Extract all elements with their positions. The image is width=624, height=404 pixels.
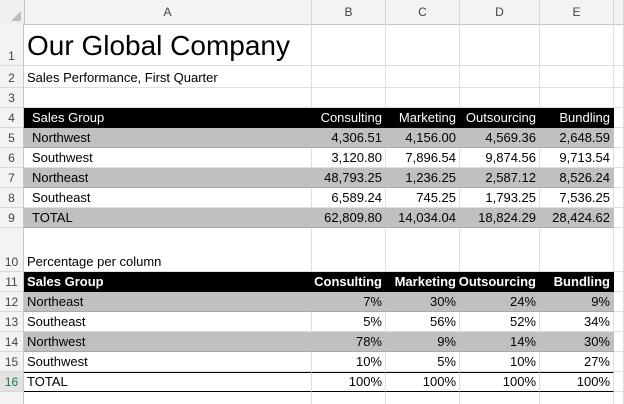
cell-a3[interactable] (24, 88, 312, 108)
cell-a12[interactable]: Northeast (24, 292, 312, 312)
total-label-top[interactable]: TOTAL (24, 208, 312, 228)
cell-d15[interactable]: 10% (460, 352, 540, 372)
column-header-d[interactable]: D (460, 0, 540, 24)
cell-b2[interactable] (312, 66, 386, 88)
row-15 (0, 352, 624, 372)
cell-c7[interactable]: 1,236.25 (386, 168, 460, 188)
cell-e12[interactable]: 9% (540, 292, 614, 312)
cell-f15[interactable] (614, 352, 624, 372)
row-header-9[interactable]: 9 (0, 208, 24, 228)
cell-e7[interactable]: 8,526.24 (540, 168, 614, 188)
cell-c15[interactable]: 5% (386, 352, 460, 372)
cell-d13[interactable]: 52% (460, 312, 540, 332)
cell-f5[interactable] (614, 128, 624, 148)
percentage-caption-cell[interactable]: Percentage per column (24, 228, 312, 272)
total-outsourcing-top[interactable]: 18,824.29 (460, 208, 540, 228)
cell-f11[interactable] (614, 272, 624, 292)
cell-d1[interactable] (460, 24, 540, 66)
cell-d2[interactable] (460, 66, 540, 88)
header-sales-group[interactable]: Sales Group (24, 108, 312, 128)
row-header-5[interactable]: 5 (0, 128, 24, 148)
row-header-11[interactable]: 11 (0, 272, 24, 292)
cell-e6[interactable]: 9,713.54 (540, 148, 614, 168)
row-13 (0, 312, 624, 332)
company-title-cell[interactable]: Our Global Company (24, 24, 312, 66)
cell-c14[interactable]: 9% (386, 332, 460, 352)
header-bundling[interactable]: Bundling (540, 108, 614, 128)
cell-e8[interactable]: 7,536.25 (540, 188, 614, 208)
cell-e15[interactable]: 27% (540, 352, 614, 372)
row-9 (0, 208, 624, 228)
row-5 (0, 128, 624, 148)
cell-d12[interactable]: 24% (460, 292, 540, 312)
cell-c10[interactable] (386, 228, 460, 272)
cell-f10[interactable] (614, 228, 624, 272)
header-outsourcing[interactable]: Outsourcing (460, 108, 540, 128)
cell-b3[interactable] (312, 88, 386, 108)
column-header-e[interactable]: E (540, 0, 614, 24)
cell-f3[interactable] (614, 88, 624, 108)
cell-c13[interactable]: 56% (386, 312, 460, 332)
cell-b1[interactable] (312, 24, 386, 66)
row-header-3[interactable]: 3 (0, 88, 24, 108)
cell-b6[interactable]: 3,120.80 (312, 148, 386, 168)
cell-a17[interactable] (24, 392, 312, 404)
cell-a15[interactable]: Southwest (24, 352, 312, 372)
row-16 (0, 372, 624, 392)
cell-f2[interactable] (614, 66, 624, 88)
cell-f1[interactable] (614, 24, 624, 66)
total-bundling-pct[interactable]: 100% (540, 372, 614, 392)
column-header-bar (0, 0, 624, 25)
pct-header-outsourcing[interactable]: Outsourcing (460, 272, 540, 292)
row-header-13[interactable]: 13 (0, 312, 24, 332)
total-marketing-top[interactable]: 14,034.04 (386, 208, 460, 228)
cell-b15[interactable]: 10% (312, 352, 386, 372)
row-2 (0, 66, 624, 88)
cell-e17[interactable] (540, 392, 614, 404)
cell-d6[interactable]: 9,874.56 (460, 148, 540, 168)
cell-a6[interactable]: Southwest (24, 148, 312, 168)
row-header-7[interactable]: 7 (0, 168, 24, 188)
row-header-15[interactable]: 15 (0, 352, 24, 372)
cell-e14[interactable]: 30% (540, 332, 614, 352)
pct-header-bundling[interactable]: Bundling (540, 272, 614, 292)
row-6 (0, 148, 624, 168)
row-header-8[interactable]: 8 (0, 188, 24, 208)
cell-c1[interactable] (386, 24, 460, 66)
cell-f12[interactable] (614, 292, 624, 312)
row-header-12[interactable]: 12 (0, 292, 24, 312)
total-label-pct[interactable]: TOTAL (24, 372, 312, 392)
row-header-10[interactable]: 10 (0, 228, 24, 272)
total-consulting-pct[interactable]: 100% (312, 372, 386, 392)
cell-e1[interactable] (540, 24, 614, 66)
cell-c3[interactable] (386, 88, 460, 108)
cell-b13[interactable]: 5% (312, 312, 386, 332)
total-consulting-top[interactable]: 62,809.80 (312, 208, 386, 228)
row-12 (0, 292, 624, 312)
cell-d17[interactable] (460, 392, 540, 404)
cell-f14[interactable] (614, 332, 624, 352)
total-outsourcing-pct[interactable]: 100% (460, 372, 540, 392)
cell-f8[interactable] (614, 188, 624, 208)
row-header-1[interactable]: 1 (0, 24, 24, 66)
row-header-6[interactable]: 6 (0, 148, 24, 168)
pct-header-marketing[interactable]: Marketing (386, 272, 460, 292)
cell-f7[interactable] (614, 168, 624, 188)
row-4 (0, 108, 624, 128)
row-header-2[interactable]: 2 (0, 66, 24, 88)
select-all-corner[interactable] (0, 0, 25, 24)
row-7 (0, 168, 624, 188)
cell-a13[interactable]: Southeast (24, 312, 312, 332)
row-14 (0, 332, 624, 352)
column-header-c[interactable]: C (386, 0, 460, 24)
cell-c2[interactable] (386, 66, 460, 88)
cell-e10[interactable] (540, 228, 614, 272)
cell-a5[interactable]: Northwest (24, 128, 312, 148)
cell-f6[interactable] (614, 148, 624, 168)
cell-b17[interactable] (312, 392, 386, 404)
cell-f4[interactable] (614, 108, 624, 128)
select-all-icon (11, 11, 21, 21)
total-marketing-pct[interactable]: 100% (386, 372, 460, 392)
cell-f9[interactable] (614, 208, 624, 228)
cell-c12[interactable]: 30% (386, 292, 460, 312)
cell-c17[interactable] (386, 392, 460, 404)
header-marketing[interactable]: Marketing (386, 108, 460, 128)
cell-d10[interactable] (460, 228, 540, 272)
row-header-4[interactable]: 4 (0, 108, 24, 128)
cell-d5[interactable]: 4,569.36 (460, 128, 540, 148)
cell-c5[interactable]: 4,156.00 (386, 128, 460, 148)
cell-b12[interactable]: 7% (312, 292, 386, 312)
cell-d8[interactable]: 1,793.25 (460, 188, 540, 208)
header-consulting[interactable]: Consulting (312, 108, 386, 128)
cell-b5[interactable]: 4,306.51 (312, 128, 386, 148)
row-header-16[interactable]: 16 (0, 372, 24, 392)
cell-b10[interactable] (312, 228, 386, 272)
cell-grid (0, 24, 624, 404)
cell-f17[interactable] (614, 392, 624, 404)
cell-c8[interactable]: 745.25 (386, 188, 460, 208)
cell-a7[interactable]: Northeast (24, 168, 312, 188)
cell-a14[interactable]: Northwest (24, 332, 312, 352)
cell-f13[interactable] (614, 312, 624, 332)
cell-a8[interactable]: Southeast (24, 188, 312, 208)
pct-header-consulting[interactable]: Consulting (312, 272, 386, 292)
row-8 (0, 188, 624, 208)
cell-e3[interactable] (540, 88, 614, 108)
subtitle-cell[interactable]: Sales Performance, First Quarter (24, 66, 312, 88)
cell-b14[interactable]: 78% (312, 332, 386, 352)
row-11 (0, 272, 624, 292)
cell-d3[interactable] (460, 88, 540, 108)
column-header-f[interactable] (614, 0, 624, 24)
cell-e2[interactable] (540, 66, 614, 88)
column-header-a[interactable]: A (24, 0, 312, 24)
row-3 (0, 88, 624, 108)
row-10 (0, 228, 624, 272)
cell-d7[interactable]: 2,587.12 (460, 168, 540, 188)
cell-d14[interactable]: 14% (460, 332, 540, 352)
cell-e13[interactable]: 34% (540, 312, 614, 332)
column-header-b[interactable]: B (312, 0, 386, 24)
row-header-17[interactable] (0, 392, 24, 404)
row-header-14[interactable]: 14 (0, 332, 24, 352)
row-1 (0, 24, 624, 66)
cell-c6[interactable]: 7,896.54 (386, 148, 460, 168)
cell-e5[interactable]: 2,648.59 (540, 128, 614, 148)
cell-f16[interactable] (614, 372, 624, 392)
cell-b8[interactable]: 6,589.24 (312, 188, 386, 208)
row-17 (0, 392, 624, 404)
pct-header-sales-group[interactable]: Sales Group (24, 272, 312, 292)
cell-b7[interactable]: 48,793.25 (312, 168, 386, 188)
total-bundling-top[interactable]: 28,424.62 (540, 208, 614, 228)
